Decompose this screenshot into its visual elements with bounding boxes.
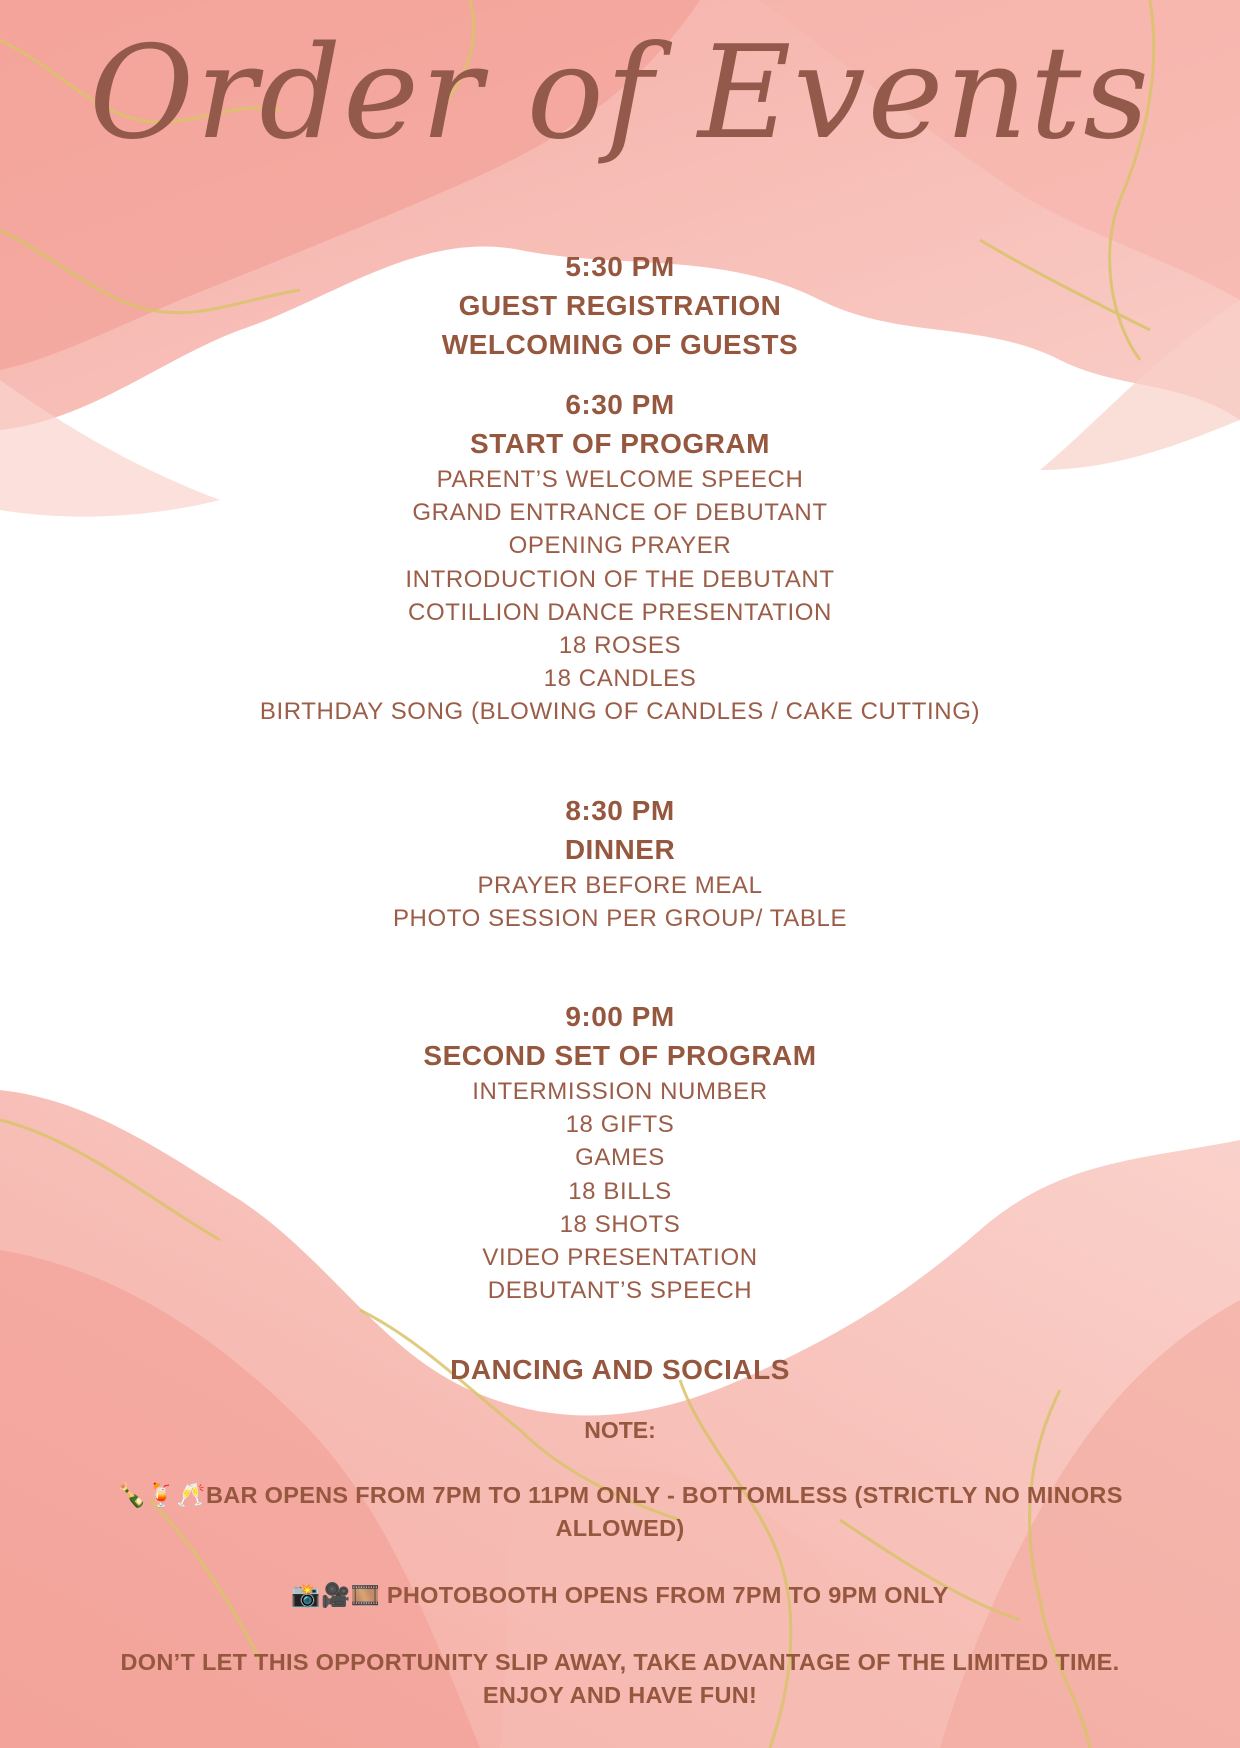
list-item: PRAYER BEFORE MEAL: [477, 872, 763, 899]
list-item: OPENING PRAYER: [508, 532, 732, 560]
list-item: 18 SHOTS: [559, 1210, 681, 1238]
list-item: GAMES: [575, 1144, 665, 1172]
section-heading: GUEST REGISTRATION: [458, 290, 782, 321]
section-time: 5:30 PM: [565, 251, 675, 282]
section-heading: DINNER: [564, 834, 676, 865]
list-item: VIDEO PRESENTATION: [482, 1244, 758, 1272]
section-heading: WELCOMING OF GUESTS: [441, 329, 799, 360]
reminder-note: DON’T LET THIS OPPORTUNITY SLIP AWAY, TAKE ADVANTAGE OF THE LIMITED TIME. ENJOY AND HAVE FUN!: [120, 1649, 1120, 1708]
list-item: 18 CANDLES: [543, 665, 697, 693]
section-heading: START OF PROGRAM: [470, 428, 770, 459]
page-title: Order of Events: [89, 19, 1151, 168]
list-item: 18 GIFTS: [565, 1111, 675, 1139]
list-item: 18 BILLS: [568, 1177, 672, 1205]
note-label: NOTE:: [584, 1417, 656, 1443]
section-8-30-pm: [0, 792, 1240, 935]
list-item: GRAND ENTRANCE OF DEBUTANT: [412, 499, 828, 527]
list-item: PHOTO SESSION PER GROUP/ TABLE: [392, 905, 848, 933]
section-heading: SECOND SET OF PROGRAM: [423, 1040, 817, 1071]
section-time: 6:30 PM: [565, 389, 675, 420]
list-item: PARENT’S WELCOME SPEECH: [436, 466, 804, 493]
list-item: 18 ROSES: [558, 632, 682, 660]
section-5-30-pm: [0, 248, 1240, 364]
closing-heading: DANCING AND SOCIALS: [450, 1354, 790, 1385]
section-time: 8:30 PM: [565, 795, 675, 826]
list-item: BIRTHDAY SONG (BLOWING OF CANDLES / CAKE CUTTING): [259, 698, 981, 726]
photobooth-note: 📸🎥🎞️ PHOTOBOOTH OPENS FROM 7PM TO 9PM ONLY: [291, 1582, 949, 1608]
section-9-00-pm: [0, 998, 1240, 1307]
list-item: INTERMISSION NUMBER: [472, 1078, 768, 1105]
list-item: DEBUTANT’S SPEECH: [487, 1277, 753, 1305]
list-item: COTILLION DANCE PRESENTATION: [408, 598, 832, 626]
list-item: INTRODUCTION OF THE DEBUTANT: [405, 565, 835, 593]
section-time: 9:00 PM: [565, 1001, 675, 1032]
section-6-30-pm: [0, 386, 1240, 729]
bar-note: 🍾🍹🥂BAR OPENS FROM 7PM TO 11PM ONLY - BOTTOMLESS (STRICTLY NO MINORS ALLOWED): [117, 1482, 1123, 1541]
